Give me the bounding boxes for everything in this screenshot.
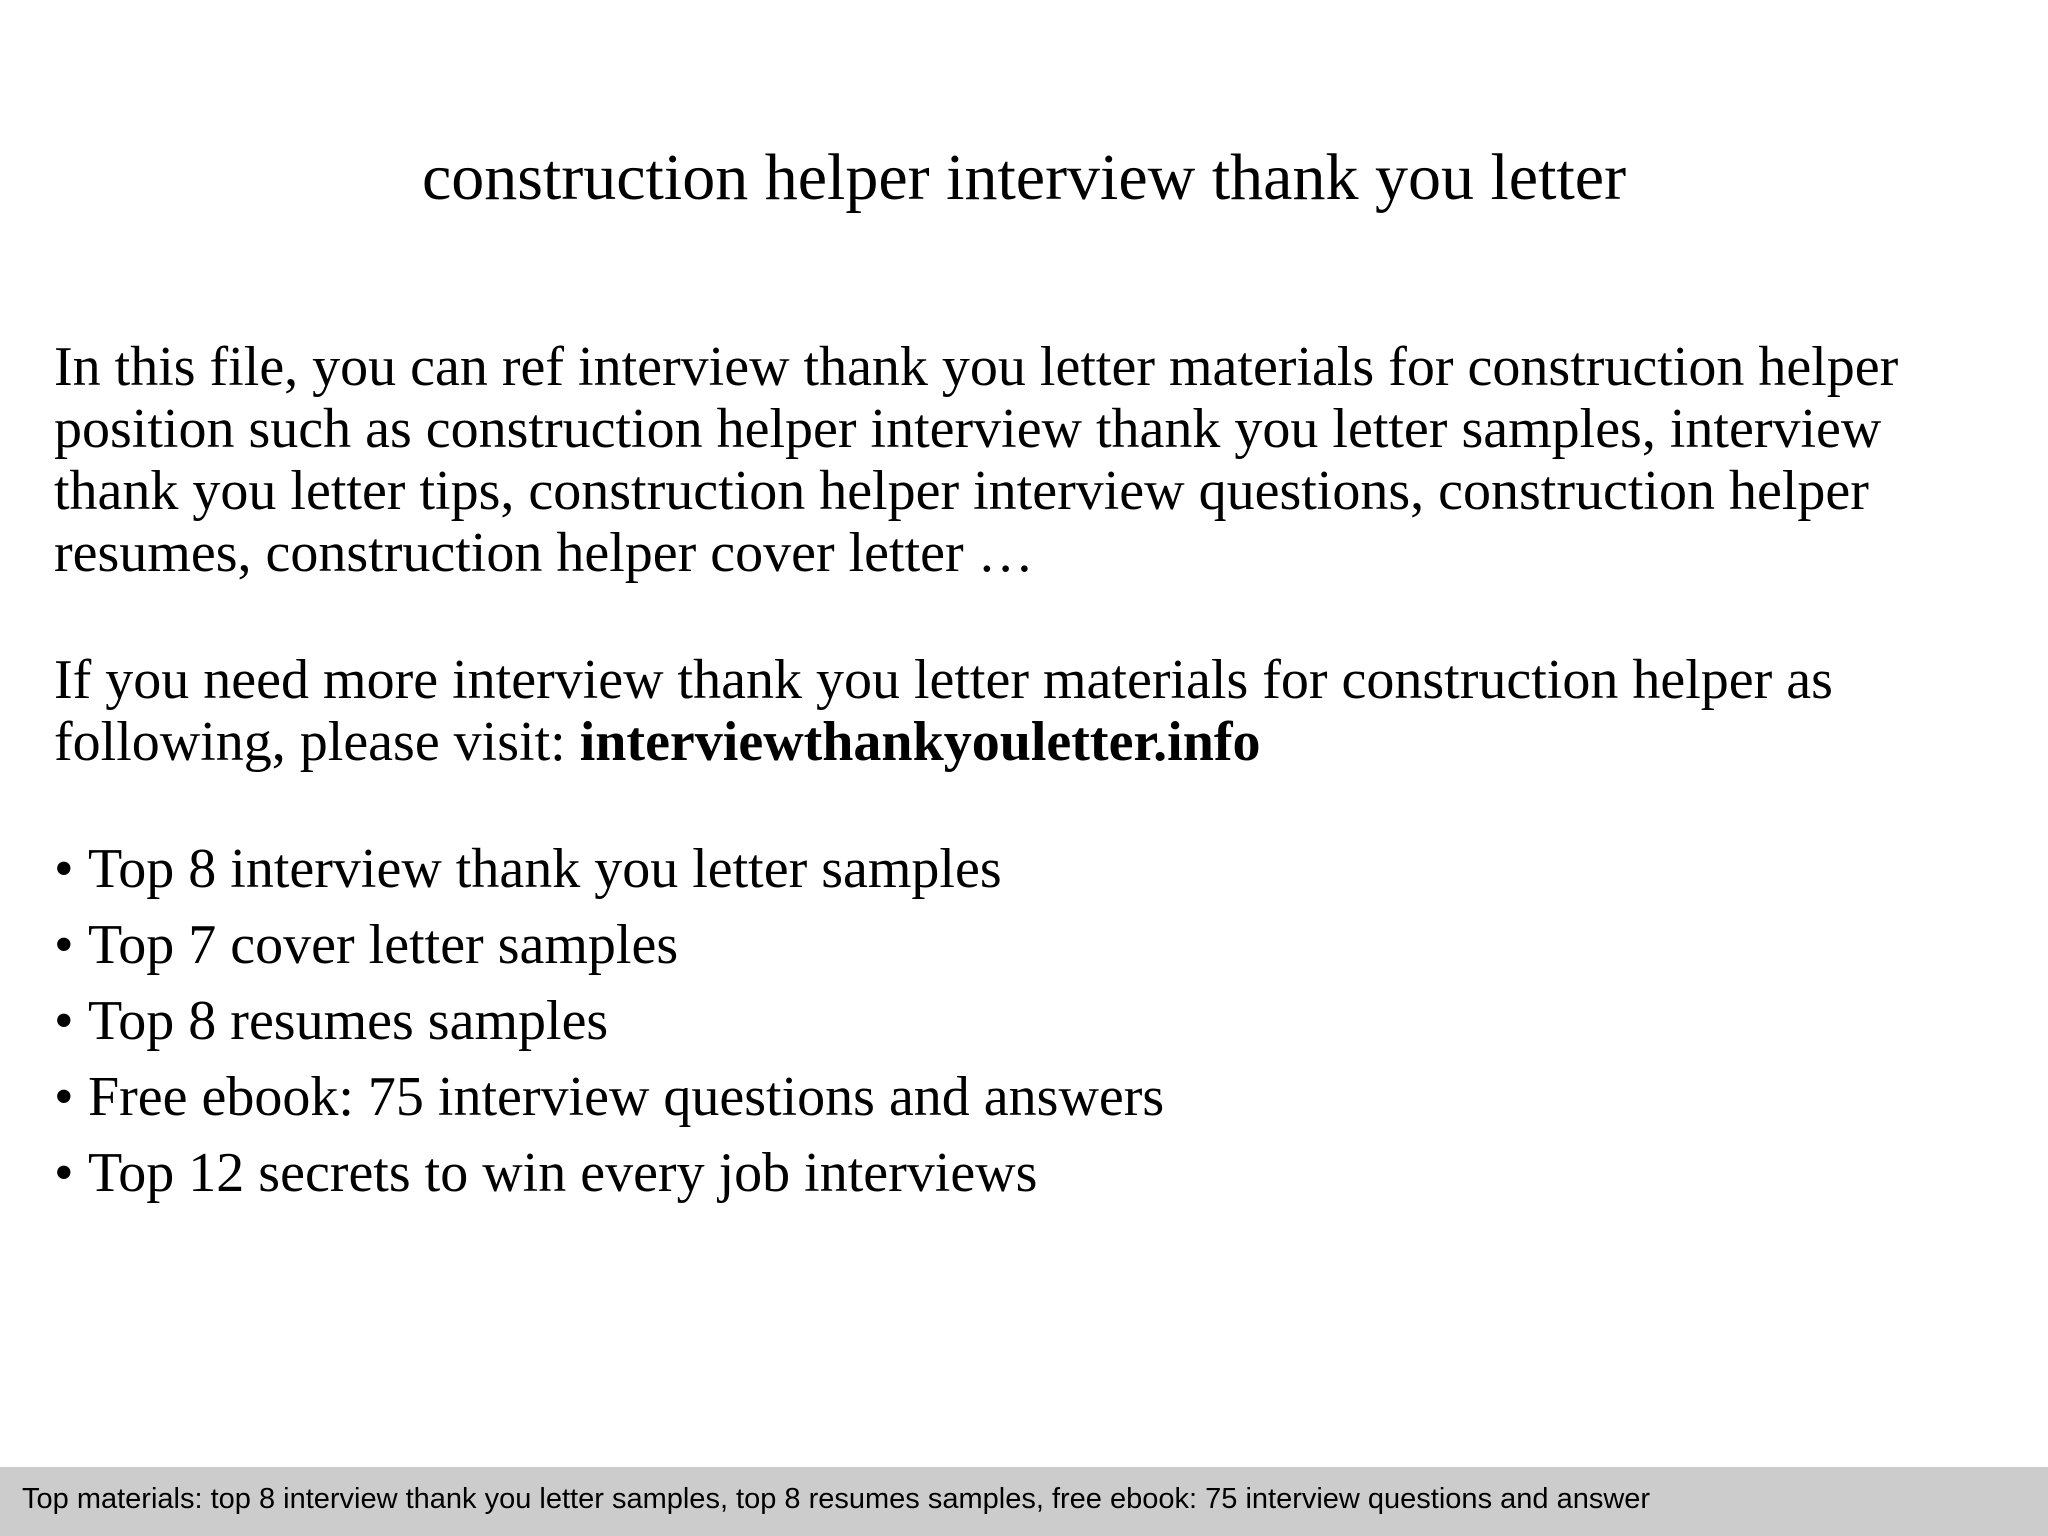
list-item	[54, 907, 2014, 983]
list-item	[54, 1135, 2014, 1211]
bullet-icon: •	[54, 1142, 74, 1204]
list-item-text: Top 7 cover letter samples	[88, 914, 679, 976]
list-item-text: Free ebook: 75 interview questions and answers	[88, 1066, 1165, 1128]
document-body	[54, 336, 2014, 1211]
bullet-icon: •	[54, 990, 74, 1052]
footer-text: Top materials: top 8 interview thank you letter samples, top 8 resumes samples, free ebook: 75 interview questions and answer	[22, 1483, 1651, 1515]
bullet-icon: •	[54, 914, 74, 976]
list-item-text: Top 8 resumes samples	[88, 990, 609, 1052]
list-item	[54, 983, 2014, 1059]
visit-paragraph-text: If you need more interview thank you letter materials for construction helper as following, please visit:	[54, 649, 1833, 773]
list-item-text: Top 12 secrets to win every job interviews	[88, 1142, 1038, 1204]
intro-paragraph: In this file, you can ref interview thank you letter materials for construction helper position such as construction helper interview thank you letter samples, interview thank you letter tips, construction helper interview questions, construction helper resumes, construction helper cover letter …	[54, 336, 1899, 584]
bullet-icon: •	[54, 838, 74, 900]
list-item	[54, 1059, 2014, 1135]
footer-bar	[0, 1467, 2048, 1536]
bullet-icon: •	[54, 1066, 74, 1128]
list-item-text: Top 8 interview thank you letter samples	[88, 838, 1002, 900]
website-link[interactable]: interviewthankyouletter.info	[579, 711, 1261, 773]
materials-list	[54, 831, 2014, 1211]
page-title: construction helper interview thank you letter	[421, 141, 1627, 214]
list-item	[54, 831, 2014, 907]
visit-paragraph	[54, 649, 2014, 773]
